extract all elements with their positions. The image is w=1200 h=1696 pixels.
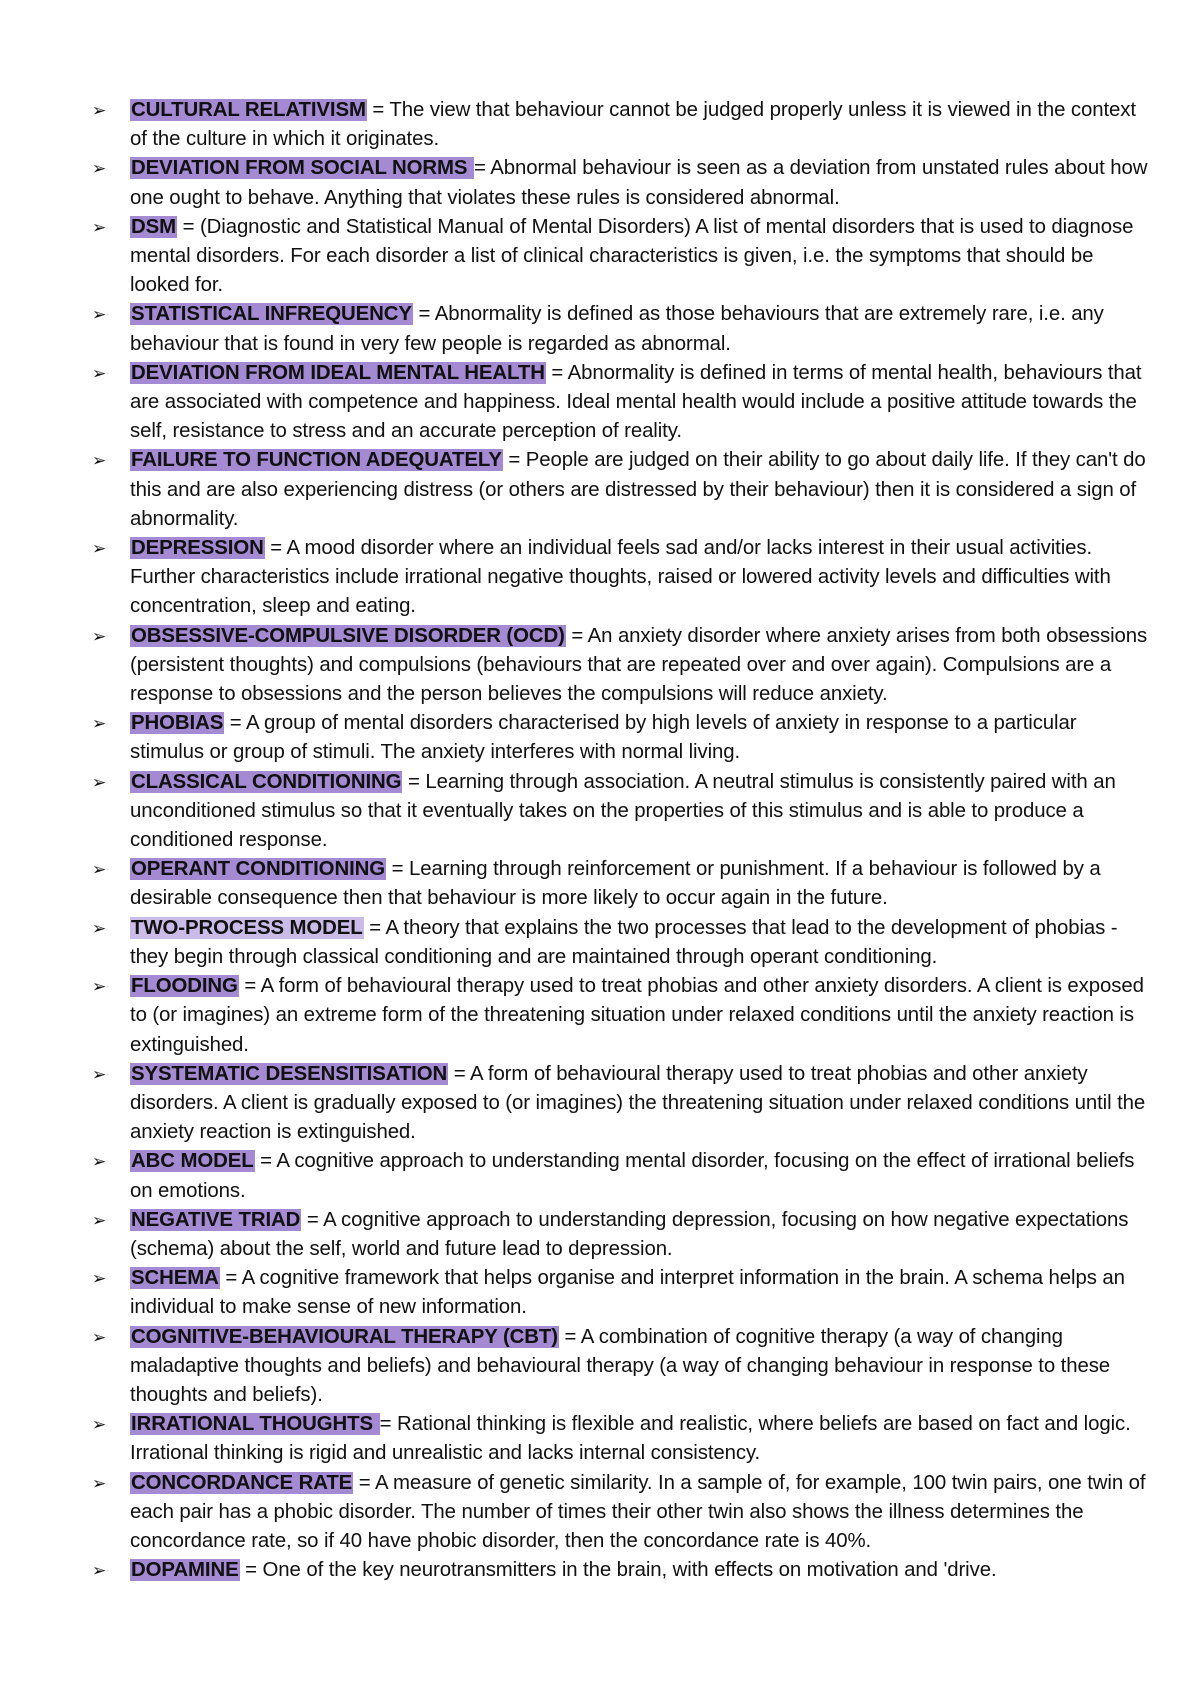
arrow-bullet-icon: ➢ xyxy=(92,305,107,325)
glossary-entry xyxy=(92,359,1152,447)
glossary-entry xyxy=(92,154,1152,212)
arrow-bullet-icon: ➢ xyxy=(92,860,107,880)
glossary-entry xyxy=(92,534,1152,622)
glossary-definition: = A form of behavioural therapy used to treat phobias and other anxiety disorders. A client is gradually exposed to (or imagines) the threatening situation under relaxed conditions until the anxiety reaction is extinguished. xyxy=(130,1062,1146,1144)
glossary-definition: = (Diagnostic and Statistical Manual of Mental Disorders) A list of mental disorders that is used to diagnose mental disorders. For each disorder a list of clinical characteristics is given, i.e. the symptoms that should be looked for. xyxy=(130,215,1134,297)
glossary-term: DSM xyxy=(131,215,177,238)
arrow-bullet-icon: ➢ xyxy=(92,1152,107,1172)
glossary-definition: = The view that behaviour cannot be judged properly unless it is viewed in the context of the culture in which it originates. xyxy=(130,99,1136,151)
glossary-term: DEVIATION FROM IDEAL MENTAL HEALTH xyxy=(131,361,545,384)
arrow-bullet-icon: ➢ xyxy=(92,1473,107,1493)
glossary-definition: = Learning through reinforcement or punishment. If a behaviour is followed by a desirable consequence then that behaviour is more likely to occur again in the future. xyxy=(130,858,1101,910)
glossary-definition: = A cognitive approach to understanding depression, focusing on how negative expectations (schema) about the self, world and future lead to depression. xyxy=(130,1208,1129,1260)
arrow-bullet-icon: ➢ xyxy=(92,1269,107,1289)
arrow-bullet-icon: ➢ xyxy=(92,1415,107,1435)
glossary-term: CULTURAL RELATIVISM xyxy=(131,99,366,121)
glossary-entry xyxy=(92,622,1152,710)
glossary-term: DEPRESSION xyxy=(131,537,264,560)
glossary-term: SCHEMA xyxy=(131,1267,219,1290)
glossary-definition: = Abnormality is defined as those behaviours that are extremely rare, i.e. any behaviour that is found in very few people is regarded as abnormal. xyxy=(130,303,1104,355)
glossary-term: TWO-PROCESS MODEL xyxy=(131,916,363,939)
glossary-definition: = A cognitive approach to understanding mental disorder, focusing on the effect of irrational beliefs on emotions. xyxy=(130,1150,1135,1202)
glossary-definition: = One of the key neurotransmitters in the brain, with effects on motivation and 'drive. xyxy=(239,1559,997,1582)
glossary-term: CLASSICAL CONDITIONING xyxy=(131,770,402,793)
glossary-term: SYSTEMATIC DESENSITISATION xyxy=(131,1062,448,1085)
glossary-entry xyxy=(92,1147,1152,1205)
glossary-entry xyxy=(92,855,1152,913)
glossary-definition: = People are judged on their ability to go about daily life. If they can't do this and are also experiencing distress (or others are distressed by their behaviour) then it is considered a sign of abnormality. xyxy=(130,449,1146,530)
glossary-term: FAILURE TO FUNCTION ADEQUATELY xyxy=(131,449,502,472)
glossary-definition: = A mood disorder where an individual feels sad and/or lacks interest in their usual activities. Further characteristics include irrational negative thoughts, raised or lowered activity levels and difficulties with concentration, sleep and eating. xyxy=(130,537,1111,618)
glossary-term: COGNITIVE-BEHAVIOURAL THERAPY (CBT) xyxy=(131,1325,558,1348)
glossary-entry xyxy=(92,768,1152,856)
glossary-term: STATISTICAL INFREQUENCY xyxy=(131,303,412,326)
glossary-term: NEGATIVE TRIAD xyxy=(131,1208,301,1231)
arrow-bullet-icon: ➢ xyxy=(92,626,107,646)
glossary-entry xyxy=(92,972,1152,1060)
glossary-entry xyxy=(92,1323,1152,1411)
glossary-definition: = Learning through association. A neutral stimulus is consistently paired with an unconditioned stimulus so that it eventually takes on the properties of this stimulus and is able to produce a conditioned response. xyxy=(130,770,1116,852)
glossary-definition: = A cognitive framework that helps organise and interpret information in the brain. A schema helps an individual to make sense of new information. xyxy=(130,1267,1125,1319)
glossary-entry xyxy=(92,709,1152,767)
arrow-bullet-icon: ➢ xyxy=(92,217,107,237)
glossary-term: CONCORDANCE RATE xyxy=(131,1471,353,1494)
glossary-entry xyxy=(92,914,1152,972)
glossary-term: DOPAMINE xyxy=(131,1559,239,1582)
glossary-definition: = A combination of cognitive therapy (a way of changing maladaptive thoughts and beliefs) and behavioural therapy (a way of changing behaviour in response to these thoughts and beliefs). xyxy=(130,1325,1111,1406)
arrow-bullet-icon: ➢ xyxy=(92,977,107,997)
arrow-bullet-icon: ➢ xyxy=(92,101,107,120)
glossary-term: PHOBIAS xyxy=(131,712,224,735)
glossary-entry xyxy=(92,446,1152,534)
arrow-bullet-icon: ➢ xyxy=(92,363,107,383)
glossary-entry xyxy=(92,1060,1152,1148)
arrow-bullet-icon: ➢ xyxy=(92,714,107,734)
glossary-entry xyxy=(92,1469,1152,1557)
glossary-term: DEVIATION FROM SOCIAL NORMS xyxy=(131,157,473,180)
arrow-bullet-icon: ➢ xyxy=(92,772,107,792)
glossary-entry xyxy=(92,300,1152,358)
glossary-definition: = An anxiety disorder where anxiety arises from both obsessions (persistent thoughts) and compulsions (behaviours that are repeated over and over again). Compulsions are a response to obsessions and the person believes the compulsions will reduce anxiety. xyxy=(130,624,1148,706)
glossary-definition: = A form of behavioural therapy used to treat phobias and other anxiety disorders. A client is exposed to (or imagines) an extreme form of the threatening situation under relaxed conditions until the anxiety reaction is extinguished. xyxy=(130,975,1144,1056)
glossary-entry xyxy=(92,213,1152,301)
arrow-bullet-icon: ➢ xyxy=(92,918,107,938)
glossary-definition: = A measure of genetic similarity. In a sample of, for example, 100 twin pairs, one twin of each pair has a phobic disorder. The number of times their other twin also shows the illness determines the concordance rate, so if 40 have phobic disorder, then the concordance rate is 40%. xyxy=(130,1471,1146,1552)
arrow-bullet-icon: ➢ xyxy=(92,451,107,471)
glossary-definition: = Abnormal behaviour is seen as a deviation from unstated rules about how one ought to behave. Anything that violates these rules is considered abnormal. xyxy=(130,157,1148,209)
glossary-term: ABC MODEL xyxy=(131,1150,254,1173)
arrow-bullet-icon: ➢ xyxy=(92,1561,107,1581)
glossary-definition: = Abnormality is defined in terms of mental health, behaviours that are associated with competence and happiness. Ideal mental health would include a positive attitude towards the self, resistance to stress and an accurate perception of reality. xyxy=(130,361,1142,443)
arrow-bullet-icon: ➢ xyxy=(92,1210,107,1230)
arrow-bullet-icon: ➢ xyxy=(92,1064,107,1084)
glossary-entry xyxy=(92,96,1152,154)
glossary-entry xyxy=(92,1264,1152,1322)
glossary-term: OBSESSIVE-COMPULSIVE DISORDER (OCD) xyxy=(131,624,565,647)
glossary-term: FLOODING xyxy=(131,975,238,998)
arrow-bullet-icon: ➢ xyxy=(92,1327,107,1347)
glossary-definition: = Rational thinking is flexible and realistic, where beliefs are based on fact and logic. Irrational thinking is rigid and unrealistic and lacks internal consistency. xyxy=(130,1413,1131,1465)
glossary-definition: = A group of mental disorders characterised by high levels of anxiety in response to a particular stimulus or group of stimuli. The anxiety interferes with normal living. xyxy=(130,712,1077,764)
glossary-term: OPERANT CONDITIONING xyxy=(131,858,386,881)
glossary-definition: = A theory that explains the two processes that lead to the development of phobias - they begin through classical conditioning and are maintained through operant conditioning. xyxy=(130,916,1118,968)
glossary-term: IRRATIONAL THOUGHTS xyxy=(131,1413,379,1436)
arrow-bullet-icon: ➢ xyxy=(92,159,107,179)
glossary-entry xyxy=(92,1556,1152,1585)
glossary-entry xyxy=(92,1410,1152,1468)
glossary-list xyxy=(92,96,1152,1585)
arrow-bullet-icon: ➢ xyxy=(92,539,107,559)
glossary-entry xyxy=(92,1206,1152,1264)
